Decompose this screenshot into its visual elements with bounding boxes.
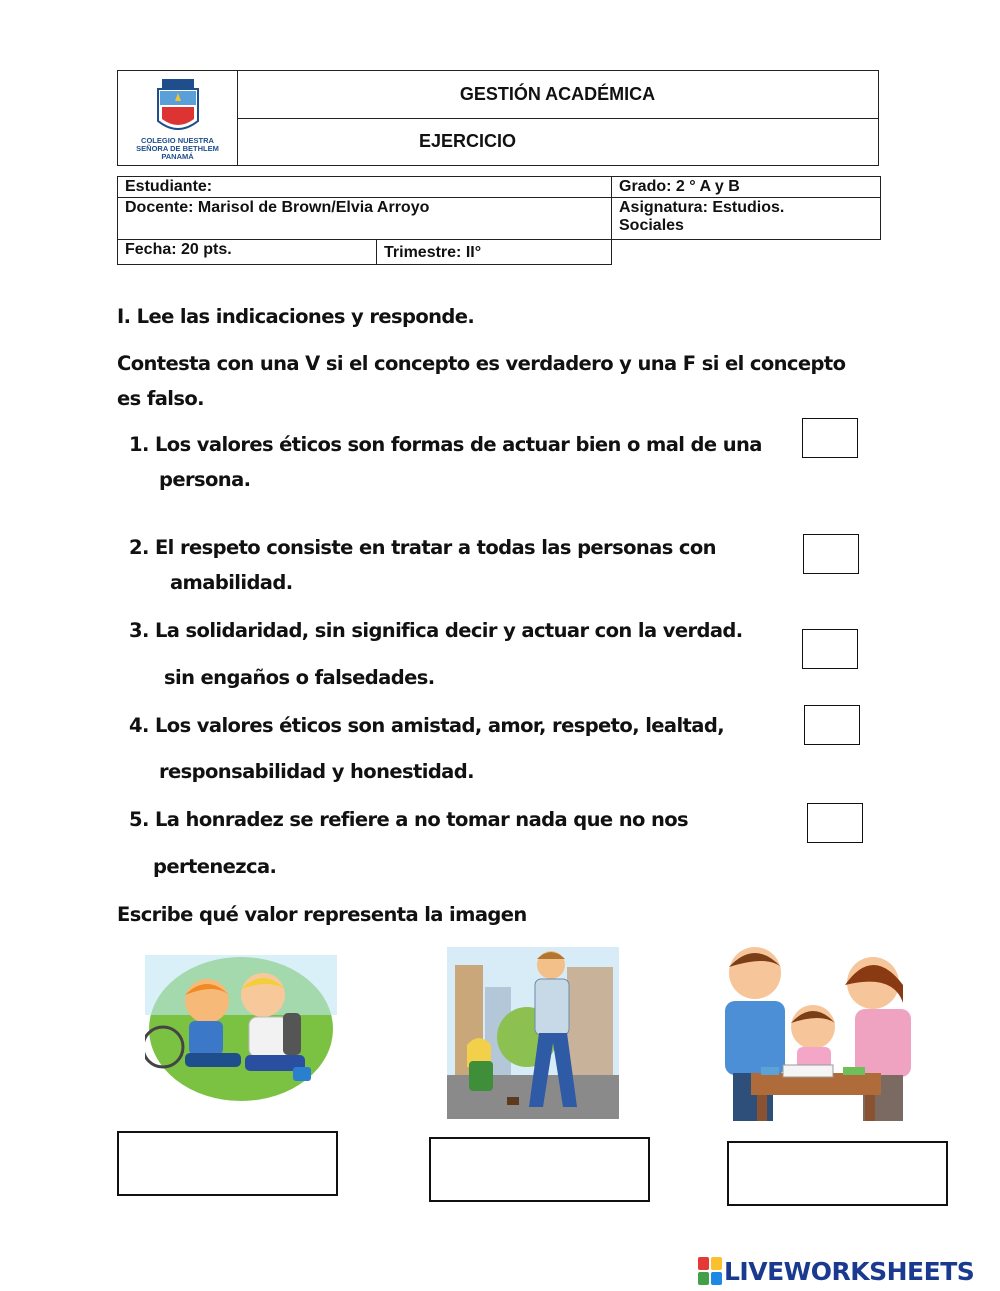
answer-box-image-3[interactable] [727, 1141, 948, 1206]
answer-box-image-1[interactable] [117, 1131, 338, 1196]
trimester-cell [376, 239, 612, 265]
question-2-line-1: 2. El respeto consiste en tratar a todas las personas con [129, 536, 716, 559]
question-4-line-2: responsabilidad y honestidad. [159, 760, 474, 783]
question-4-line-1: 4. Los valores éticos son amistad, amor, respeto, lealtad, [129, 714, 724, 737]
school-logo [118, 71, 238, 165]
question-3-line-1: 3. La solidaridad, sin significa decir y actuar con la verdad. [129, 619, 743, 642]
logo-text-2: SEÑORA DE BETHLEM [136, 144, 219, 153]
helping-friend-illustration [145, 955, 337, 1103]
answer-box-5[interactable] [807, 803, 863, 843]
header-table [117, 70, 879, 166]
answer-box-3[interactable] [802, 629, 858, 669]
teacher-label: Docente: Marisol de Brown/Elvia Arroyo [125, 199, 430, 216]
student-cell[interactable] [117, 176, 612, 198]
family-love-illustration [713, 943, 928, 1123]
subject-cell [611, 197, 881, 240]
liveworksheets-logo [698, 1256, 974, 1286]
question-1-line-2: persona. [159, 468, 251, 491]
instructions-line-2: es falso. [117, 387, 204, 410]
answer-box-4[interactable] [804, 705, 860, 745]
question-3-line-2: sin engaños o falsedades. [164, 666, 435, 689]
answer-box-2[interactable] [803, 534, 859, 574]
date-label: Fecha: 20 pts. [125, 241, 232, 258]
instructions-line-1: Contesta con una V si el concepto es verdadero y una F si el concepto [117, 352, 846, 375]
honesty-illustration [447, 947, 619, 1119]
grade-cell [611, 176, 881, 198]
trimester-label: Trimestre: II° [384, 244, 482, 261]
date-cell [117, 239, 377, 265]
section-heading: I. Lee las indicaciones y responde. [117, 305, 475, 328]
liveworksheets-icon [698, 1257, 722, 1285]
teacher-cell [117, 197, 612, 240]
answer-box-1[interactable] [802, 418, 858, 458]
header-subtitle: EJERCICIO [419, 131, 517, 151]
image-section-prompt: Escribe qué valor representa la imagen [117, 903, 527, 926]
logo-text-1: COLEGIO NUESTRA [141, 136, 214, 145]
question-5-line-1: 5. La honradez se refiere a no tomar nada que no nos [129, 808, 689, 831]
student-label: Estudiante: [125, 178, 213, 195]
logo-text-3: PANAMÁ [161, 152, 194, 161]
subject-label-1: Asignatura: Estudios. [619, 199, 785, 216]
question-5-line-2: pertenezca. [153, 855, 277, 878]
header-title: GESTIÓN ACADÉMICA [237, 71, 878, 119]
question-1-line-1: 1. Los valores éticos son formas de actuar bien o mal de una [129, 433, 762, 456]
grade-label: Grado: 2 ° A y B [619, 178, 740, 195]
liveworksheets-brand-text: LIVEWORKSHEETS [724, 1256, 975, 1286]
subject-label-2: Sociales [619, 217, 684, 234]
question-2-line-2: amabilidad. [170, 571, 293, 594]
answer-box-image-2[interactable] [429, 1137, 650, 1202]
